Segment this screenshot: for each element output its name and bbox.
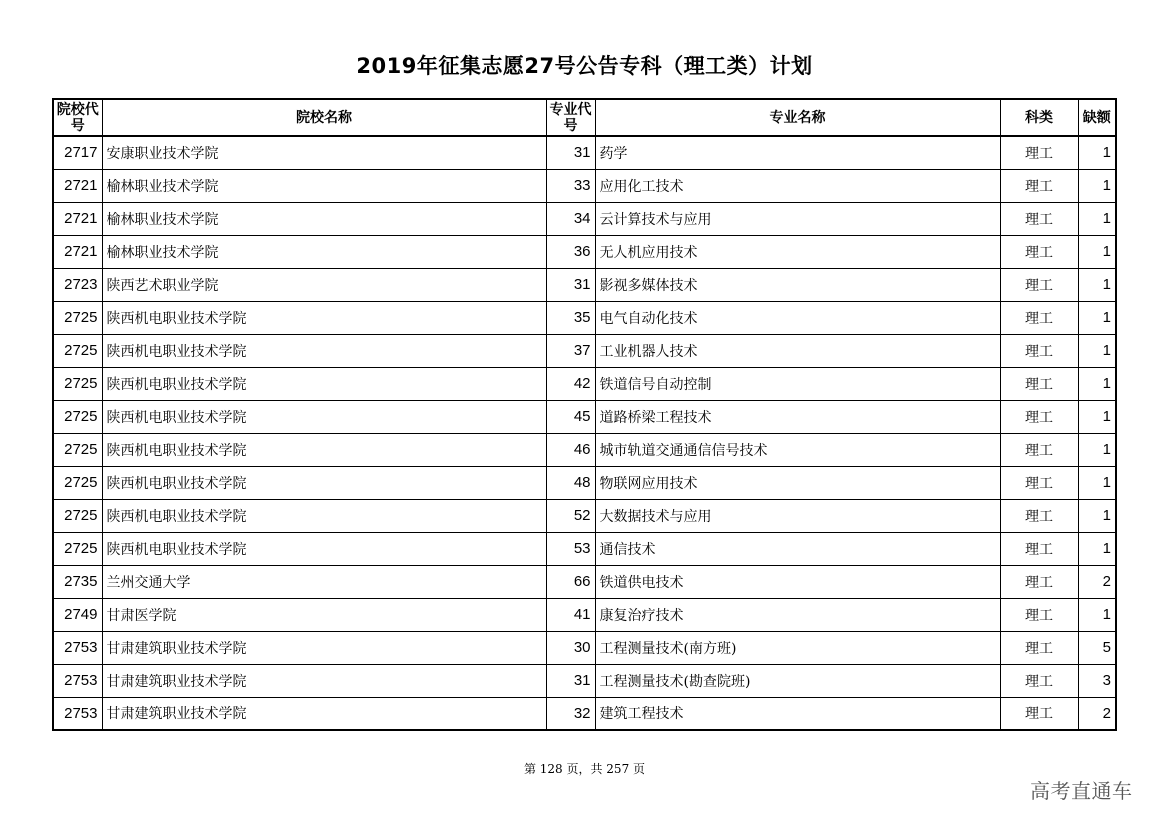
table-row xyxy=(53,697,1116,730)
cell-school-name: 陕西机电职业技术学院 xyxy=(102,499,546,532)
cell-quota: 3 xyxy=(1078,664,1116,697)
table-row xyxy=(53,202,1116,235)
table-row xyxy=(53,334,1116,367)
cell-school-code: 2725 xyxy=(53,466,102,499)
page-title: 2019年征集志愿27号公告专科（理工类）计划 xyxy=(356,54,813,78)
cell-major-name: 无人机应用技术 xyxy=(595,235,1000,268)
cell-major-code: 53 xyxy=(546,532,595,565)
cell-school-name: 榆林职业技术学院 xyxy=(102,235,546,268)
cell-quota: 1 xyxy=(1078,136,1116,169)
cell-category: 理工 xyxy=(1000,268,1078,301)
cell-quota: 2 xyxy=(1078,697,1116,730)
cell-category: 理工 xyxy=(1000,631,1078,664)
cell-category: 理工 xyxy=(1000,565,1078,598)
cell-school-code: 2753 xyxy=(53,664,102,697)
header-major-code: 专业代号 xyxy=(546,99,595,136)
cell-school-name: 陕西机电职业技术学院 xyxy=(102,367,546,400)
cell-quota: 1 xyxy=(1078,169,1116,202)
header-school-name: 院校名称 xyxy=(102,99,546,136)
plan-table xyxy=(52,98,1117,731)
cell-school-code: 2721 xyxy=(53,235,102,268)
cell-major-code: 31 xyxy=(546,268,595,301)
cell-quota: 2 xyxy=(1078,565,1116,598)
table-row xyxy=(53,631,1116,664)
cell-school-name: 陕西机电职业技术学院 xyxy=(102,532,546,565)
cell-school-name: 陕西机电职业技术学院 xyxy=(102,433,546,466)
cell-quota: 1 xyxy=(1078,532,1116,565)
cell-quota: 1 xyxy=(1078,367,1116,400)
cell-quota: 1 xyxy=(1078,598,1116,631)
cell-school-code: 2725 xyxy=(53,400,102,433)
cell-category: 理工 xyxy=(1000,136,1078,169)
table-row xyxy=(53,664,1116,697)
cell-major-name: 应用化工技术 xyxy=(595,169,1000,202)
cell-quota: 1 xyxy=(1078,466,1116,499)
cell-major-name: 电气自动化技术 xyxy=(595,301,1000,334)
table-row xyxy=(53,367,1116,400)
cell-category: 理工 xyxy=(1000,400,1078,433)
cell-category: 理工 xyxy=(1000,466,1078,499)
cell-major-code: 32 xyxy=(546,697,595,730)
cell-category: 理工 xyxy=(1000,334,1078,367)
cell-category: 理工 xyxy=(1000,499,1078,532)
cell-school-name: 榆林职业技术学院 xyxy=(102,202,546,235)
cell-quota: 1 xyxy=(1078,202,1116,235)
cell-major-code: 34 xyxy=(546,202,595,235)
header-category: 科类 xyxy=(1000,99,1078,136)
cell-major-name: 铁道供电技术 xyxy=(595,565,1000,598)
cell-category: 理工 xyxy=(1000,301,1078,334)
cell-school-code: 2725 xyxy=(53,499,102,532)
cell-major-code: 45 xyxy=(546,400,595,433)
header-school-code: 院校代号 xyxy=(53,99,102,136)
cell-quota: 1 xyxy=(1078,268,1116,301)
cell-major-name: 药学 xyxy=(595,136,1000,169)
table-row xyxy=(53,598,1116,631)
cell-category: 理工 xyxy=(1000,367,1078,400)
watermark: 高考直通车 xyxy=(1030,779,1133,803)
cell-school-name: 陕西机电职业技术学院 xyxy=(102,301,546,334)
cell-major-name: 大数据技术与应用 xyxy=(595,499,1000,532)
cell-major-name: 影视多媒体技术 xyxy=(595,268,1000,301)
cell-major-code: 52 xyxy=(546,499,595,532)
cell-category: 理工 xyxy=(1000,598,1078,631)
header-major-name: 专业名称 xyxy=(595,99,1000,136)
cell-major-name: 工程测量技术(南方班) xyxy=(595,631,1000,664)
cell-major-name: 建筑工程技术 xyxy=(595,697,1000,730)
cell-major-code: 36 xyxy=(546,235,595,268)
cell-major-name: 云计算技术与应用 xyxy=(595,202,1000,235)
cell-major-name: 城市轨道交通通信信号技术 xyxy=(595,433,1000,466)
header-quota: 缺额 xyxy=(1078,99,1116,136)
cell-school-code: 2749 xyxy=(53,598,102,631)
cell-major-code: 66 xyxy=(546,565,595,598)
cell-school-name: 甘肃医学院 xyxy=(102,598,546,631)
cell-school-code: 2753 xyxy=(53,631,102,664)
cell-major-code: 33 xyxy=(546,169,595,202)
cell-major-name: 铁道信号自动控制 xyxy=(595,367,1000,400)
cell-school-code: 2725 xyxy=(53,334,102,367)
cell-major-code: 48 xyxy=(546,466,595,499)
cell-major-name: 康复治疗技术 xyxy=(595,598,1000,631)
cell-school-code: 2725 xyxy=(53,367,102,400)
table-header-row xyxy=(53,99,1116,136)
cell-major-name: 通信技术 xyxy=(595,532,1000,565)
cell-quota: 5 xyxy=(1078,631,1116,664)
cell-major-code: 31 xyxy=(546,136,595,169)
cell-quota: 1 xyxy=(1078,499,1116,532)
cell-category: 理工 xyxy=(1000,235,1078,268)
table-row xyxy=(53,433,1116,466)
cell-school-code: 2725 xyxy=(53,433,102,466)
cell-category: 理工 xyxy=(1000,433,1078,466)
cell-school-name: 兰州交通大学 xyxy=(102,565,546,598)
cell-school-name: 甘肃建筑职业技术学院 xyxy=(102,697,546,730)
cell-quota: 1 xyxy=(1078,433,1116,466)
cell-category: 理工 xyxy=(1000,532,1078,565)
cell-school-name: 陕西机电职业技术学院 xyxy=(102,334,546,367)
cell-category: 理工 xyxy=(1000,202,1078,235)
cell-school-name: 陕西艺术职业学院 xyxy=(102,268,546,301)
cell-school-name: 甘肃建筑职业技术学院 xyxy=(102,664,546,697)
table-row xyxy=(53,136,1116,169)
cell-school-code: 2717 xyxy=(53,136,102,169)
table-row xyxy=(53,400,1116,433)
cell-school-code: 2725 xyxy=(53,301,102,334)
cell-school-name: 安康职业技术学院 xyxy=(102,136,546,169)
cell-major-name: 工程测量技术(勘查院班) xyxy=(595,664,1000,697)
cell-major-code: 31 xyxy=(546,664,595,697)
cell-major-code: 46 xyxy=(546,433,595,466)
table-row xyxy=(53,499,1116,532)
cell-major-code: 30 xyxy=(546,631,595,664)
cell-school-name: 陕西机电职业技术学院 xyxy=(102,400,546,433)
cell-major-code: 37 xyxy=(546,334,595,367)
cell-major-code: 35 xyxy=(546,301,595,334)
cell-quota: 1 xyxy=(1078,235,1116,268)
cell-major-name: 道路桥梁工程技术 xyxy=(595,400,1000,433)
table-row xyxy=(53,169,1116,202)
cell-major-code: 41 xyxy=(546,598,595,631)
cell-category: 理工 xyxy=(1000,169,1078,202)
table-row xyxy=(53,268,1116,301)
cell-school-code: 2721 xyxy=(53,169,102,202)
cell-school-name: 榆林职业技术学院 xyxy=(102,169,546,202)
table-row xyxy=(53,565,1116,598)
cell-quota: 1 xyxy=(1078,400,1116,433)
table-row xyxy=(53,301,1116,334)
cell-quota: 1 xyxy=(1078,334,1116,367)
cell-school-code: 2721 xyxy=(53,202,102,235)
cell-school-name: 陕西机电职业技术学院 xyxy=(102,466,546,499)
cell-major-name: 工业机器人技术 xyxy=(595,334,1000,367)
cell-school-code: 2753 xyxy=(53,697,102,730)
cell-school-code: 2735 xyxy=(53,565,102,598)
cell-school-name: 甘肃建筑职业技术学院 xyxy=(102,631,546,664)
cell-major-code: 42 xyxy=(546,367,595,400)
cell-quota: 1 xyxy=(1078,301,1116,334)
cell-category: 理工 xyxy=(1000,664,1078,697)
page-footer: 第 128 页，共 257 页 xyxy=(523,762,646,776)
cell-school-code: 2725 xyxy=(53,532,102,565)
table-row xyxy=(53,532,1116,565)
table-row xyxy=(53,466,1116,499)
cell-major-name: 物联网应用技术 xyxy=(595,466,1000,499)
table-row xyxy=(53,235,1116,268)
cell-school-code: 2723 xyxy=(53,268,102,301)
cell-category: 理工 xyxy=(1000,697,1078,730)
